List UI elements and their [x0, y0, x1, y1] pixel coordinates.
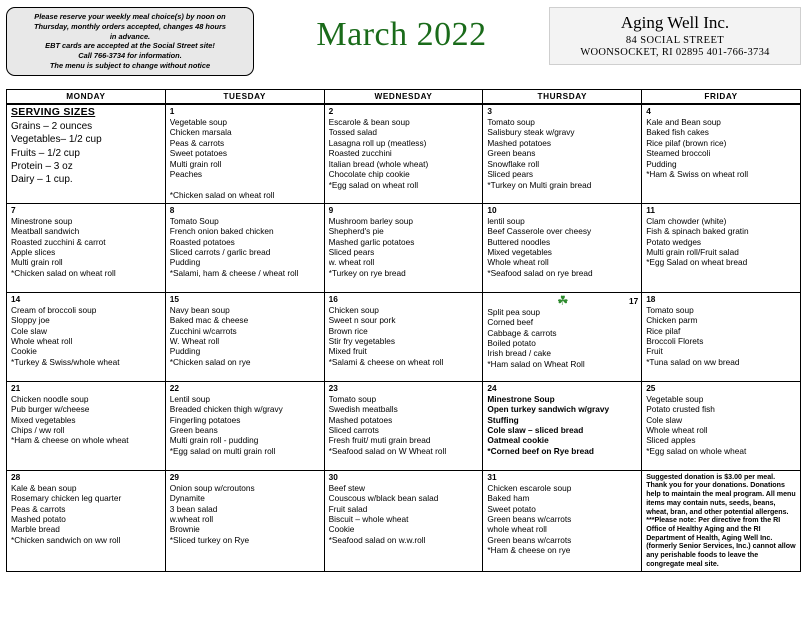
menu-item: Sliced carrots / garlic bread — [169, 246, 271, 257]
menu-item-sandwich: *Turkey on rye bread — [328, 267, 406, 278]
menu-item: Sloppy joe — [11, 315, 50, 326]
menu-item: Brown rice — [328, 325, 368, 336]
notice-line-4: EBT cards are accepted at the Social Street site! — [45, 41, 215, 51]
day-cell — [642, 203, 801, 292]
day-number: 25 — [646, 382, 656, 393]
menu-item: Roasted zucchini & carrot — [11, 236, 106, 247]
menu-item: Mushroom barley soup — [328, 215, 413, 226]
menu-items — [646, 216, 797, 268]
menu-item: Green beans w/carrots — [487, 513, 572, 524]
day-number: 11 — [646, 204, 655, 215]
menu-items — [487, 394, 638, 457]
notice-line-6: The menu is subject to change without notice — [49, 60, 211, 70]
menu-item: Breaded chicken thigh w/gravy — [169, 404, 283, 415]
menu-items — [646, 305, 797, 368]
menu-item: French onion baked chicken — [169, 226, 274, 237]
menu-item: Pudding — [169, 257, 201, 268]
serving-item: Vegetables– 1/2 cup — [11, 134, 102, 146]
menu-item: Potato wedges — [646, 236, 702, 247]
menu-item: Oatmeal cookie — [487, 435, 549, 446]
day-cell-st-patricks — [483, 292, 642, 381]
menu-item-sandwich: *Corned beef on Rye bread — [487, 445, 594, 456]
menu-item: Mixed vegetables — [487, 246, 552, 257]
org-name: Aging Well Inc. — [620, 13, 730, 32]
day-cell — [165, 292, 324, 381]
day-number: 30 — [328, 471, 338, 482]
menu-calendar — [6, 89, 801, 572]
menu-item-sandwich: *Ham & Swiss on wheat roll — [646, 169, 749, 180]
menu-item: 3 bean salad — [169, 503, 218, 514]
menu-item: Whole wheat roll — [646, 424, 708, 435]
menu-item: Escarole & bean soup — [328, 117, 410, 127]
day-cell — [324, 470, 483, 571]
day-number: 7 — [11, 204, 16, 215]
day-cell — [324, 381, 483, 470]
day-number: 22 — [169, 382, 180, 393]
calendar-week-4 — [7, 381, 801, 470]
reservation-notice — [6, 7, 254, 76]
weekday-monday: MONDAY — [7, 90, 166, 105]
menu-item: Cookie — [11, 346, 37, 357]
menu-item: Tossed salad — [328, 127, 378, 138]
menu-item: Baked mac & cheese — [169, 315, 249, 326]
menu-item: Minestrone soup — [11, 215, 73, 226]
menu-item: Whole wheat roll — [11, 335, 73, 346]
day-number: 2 — [328, 106, 334, 116]
menu-item: Dynamite — [169, 493, 205, 504]
menu-item: w.wheat roll — [169, 513, 214, 524]
menu-item-sandwich: *Salami & cheese on wheat roll — [328, 356, 444, 367]
menu-item: Steamed broccoli — [646, 148, 711, 159]
weekday-friday: FRIDAY — [642, 90, 801, 105]
menu-item: Snowflake roll — [487, 158, 540, 169]
menu-item: Pudding — [169, 346, 201, 357]
menu-item: Peaches — [169, 169, 203, 180]
day-number: 15 — [169, 293, 180, 304]
menu-item: Tomato soup — [487, 117, 535, 127]
menu-item: Navy bean soup — [169, 304, 230, 315]
shamrock-icon: ☘ — [556, 292, 569, 308]
menu-item: Mashed potato — [11, 513, 66, 524]
menu-items — [170, 483, 321, 546]
menu-item: Buttered noodles — [487, 236, 551, 247]
menu-item: Clam chowder (white) — [646, 215, 727, 226]
day-number: 10 — [487, 204, 497, 215]
menu-items — [11, 305, 162, 368]
weekday-header-row — [7, 90, 801, 105]
day-number: 16 — [328, 293, 338, 304]
menu-item: Multi grain roll — [11, 257, 63, 268]
menu-item: Biscuit – whole wheat — [328, 513, 409, 524]
menu-item-sandwich: *Chicken sandwich on ww roll — [11, 534, 121, 545]
serving-item: Grains – 2 ounces — [11, 121, 93, 133]
menu-item: Onion soup w/croutons — [169, 482, 255, 493]
menu-items — [11, 394, 162, 446]
menu-item: Multi grain roll - pudding — [169, 435, 259, 446]
menu-item: Rice pilaf (brown rice) — [646, 137, 727, 148]
day-cell — [483, 104, 642, 203]
donation-note — [646, 472, 797, 569]
menu-item-sandwich: *Egg salad on multi grain roll — [169, 445, 276, 456]
day-number: 24 — [487, 382, 497, 393]
menu-items — [11, 216, 162, 279]
menu-item — [170, 180, 321, 190]
menu-item: Tomato soup — [646, 304, 694, 315]
menu-item: Minestrone Soup — [487, 393, 555, 404]
menu-item: Sweet potatoes — [169, 148, 227, 159]
menu-items — [487, 216, 638, 279]
day-cell — [642, 292, 801, 381]
menu-item-sandwich: *Turkey & Swiss/whole wheat — [11, 356, 120, 367]
menu-item: Rice pilaf — [646, 325, 681, 336]
menu-item: Chicken escarole soup — [487, 482, 572, 493]
menu-item-sandwich: *Sliced turkey on Rye — [169, 534, 250, 545]
menu-items — [11, 483, 162, 546]
day-cell — [165, 203, 324, 292]
menu-item: Fresh fruit/ muti grain bread — [328, 435, 431, 446]
menu-item: Boiled potato — [487, 337, 536, 348]
menu-item: Peas & carrots — [169, 137, 225, 148]
menu-item-sandwich: *Ham salad on Wheat Roll — [487, 358, 585, 369]
notice-line-2: Thursday, monthly orders accepted, changes 48 hours — [34, 21, 226, 31]
menu-item: Mashed garlic potatoes — [328, 236, 415, 247]
menu-item-sandwich: *Egg Salad on wheat bread — [646, 257, 748, 268]
menu-item: Tomato Soup — [169, 215, 219, 226]
menu-items — [646, 117, 797, 180]
menu-item: Green beans — [169, 424, 218, 435]
menu-item-sandwich: *Seafood salad on w.w.roll — [328, 534, 426, 545]
menu-item: Swedish meatballs — [328, 404, 398, 415]
day-number: 31 — [487, 471, 497, 482]
menu-items — [170, 117, 321, 201]
serving-sizes-title: SERVING SIZES — [11, 106, 96, 118]
menu-item: Sliced pears — [487, 169, 534, 180]
calendar-week-2 — [7, 203, 801, 292]
menu-item: whole wheat roll — [487, 524, 547, 535]
menu-item: Cream of broccoli soup — [11, 304, 97, 315]
day-number: 1 — [169, 106, 175, 116]
menu-items — [170, 216, 321, 279]
menu-item: Pub burger w/cheese — [11, 404, 90, 415]
day-cell — [7, 203, 166, 292]
menu-item: Sweet n sour pork — [328, 315, 396, 326]
menu-item: Meatball sandwich — [11, 226, 80, 237]
menu-items — [329, 216, 480, 279]
title-area — [254, 4, 549, 54]
menu-item: Cole slaw — [11, 325, 47, 336]
weekday-wednesday: WEDNESDAY — [324, 90, 483, 105]
serving-item: Protein – 3 oz — [11, 160, 73, 172]
menu-item: Mixed vegetables — [11, 414, 76, 425]
day-cell — [642, 381, 801, 470]
menu-items — [329, 117, 480, 190]
day-number: 28 — [11, 471, 21, 482]
day-cell — [324, 104, 483, 203]
menu-item: Marble bread — [11, 524, 60, 535]
menu-items — [170, 305, 321, 368]
day-cell — [324, 292, 483, 381]
menu-item-sandwich: *Tuna salad on ww bread — [646, 356, 740, 367]
menu-item: Cole slaw – sliced bread — [487, 424, 584, 435]
notice-line-3: in advance. — [109, 31, 151, 41]
menu-item: Chips / ww roll — [11, 424, 65, 435]
day-cell — [165, 470, 324, 571]
menu-item: Mashed potatoes — [328, 414, 393, 425]
menu-item: Kale & bean soup — [11, 482, 77, 493]
menu-items — [487, 307, 638, 370]
menu-item: Kale and Bean soup — [646, 117, 721, 127]
menu-items — [487, 483, 638, 556]
donation-cell — [642, 470, 801, 571]
menu-item: Baked fish cakes — [646, 127, 709, 138]
donation-text: Suggested donation is $3.00 per meal. Thank you for your donations. Donations help to maintain the meal program. All menu items may contain nuts, seeds, beans, wheat, bran, and other potential allergens. ***Please note: Per directive from the RI Office of Healthy Aging and the RI Department of Health, Aging Well Inc. (formerly Senior Services, Inc.) cannot allow any perishable foods to leave the congregate meal site. — [646, 472, 796, 568]
day-cell — [165, 381, 324, 470]
day-number: 17 — [628, 295, 639, 306]
day-number: 4 — [646, 106, 651, 116]
calendar-week-5 — [7, 470, 801, 571]
menu-item: Chicken soup — [328, 304, 379, 315]
day-number: 14 — [11, 293, 21, 304]
day-number: 3 — [487, 106, 493, 116]
day-number: 18 — [646, 293, 656, 304]
day-cell — [324, 203, 483, 292]
menu-item: Tomato soup — [328, 393, 377, 404]
menu-item: Green beans — [487, 148, 536, 159]
menu-item: Corned beef — [487, 317, 534, 328]
serving-item: Dairy – 1 cup. — [11, 173, 73, 185]
menu-item: Sweet potato — [487, 503, 536, 514]
menu-item: Stir fry vegetables — [328, 335, 395, 346]
menu-item: Zucchini w/carrots — [169, 325, 237, 336]
menu-item: Stuffing — [487, 414, 519, 425]
day-cell — [7, 470, 166, 571]
menu-item: Fish & spinach baked gratin — [646, 226, 749, 237]
menu-item-sandwich: *Ham & cheese on whole wheat — [11, 435, 129, 446]
menu-item-sandwich: *Seafood salad on rye bread — [487, 267, 593, 278]
menu-item: Mashed potatoes — [487, 137, 552, 148]
menu-items — [329, 394, 480, 457]
menu-items — [170, 394, 321, 457]
menu-item: Multi grain roll/Fruit salad — [646, 246, 739, 257]
menu-item: Lasagna roll up (meatless) — [328, 137, 427, 148]
notice-line-5: Call 766-3734 for information. — [78, 51, 182, 61]
day-cell — [483, 203, 642, 292]
day-cell — [7, 381, 166, 470]
org-city-phone: WOONSOCKET, RI 02895 401-766-3734 — [580, 47, 770, 58]
menu-item: Roasted potatoes — [169, 236, 235, 247]
day-cell — [642, 104, 801, 203]
menu-item: Green beans w/carrots — [487, 534, 572, 545]
serving-sizes-list — [11, 120, 162, 186]
serving-sizes-cell — [7, 104, 166, 203]
org-address: 84 SOCIAL STREET — [625, 35, 725, 46]
menu-item: Broccoli Florets — [646, 335, 704, 346]
day-number: 9 — [328, 204, 334, 215]
menu-item-sandwich: *Chicken salad on wheat roll — [169, 190, 275, 201]
day-number: 8 — [169, 204, 175, 215]
menu-item: Chicken noodle soup — [11, 393, 89, 404]
menu-item-sandwich: *Turkey on Multi grain bread — [487, 179, 592, 190]
menu-item-sandwich: *Egg salad on wheat roll — [328, 179, 419, 190]
menu-item: Lentil soup — [169, 393, 210, 404]
menu-item-sandwich: *Chicken salad on rye — [169, 356, 251, 367]
menu-item: Roasted zucchini — [328, 148, 392, 159]
menu-item-sandwich: *Seafood salad on W Wheat roll — [328, 445, 447, 456]
menu-item: Fingerling potatoes — [169, 414, 241, 425]
menu-item: w. wheat roll — [328, 257, 375, 268]
day-cell — [7, 292, 166, 381]
menu-item: Baked ham — [487, 493, 530, 504]
menu-item: Italian bread (whole wheat) — [328, 158, 429, 169]
menu-item: Couscous w/black bean salad — [328, 493, 439, 504]
menu-item: Sliced pears — [328, 246, 375, 257]
menu-item: Beef stew — [328, 482, 366, 493]
weekday-tuesday: TUESDAY — [165, 90, 324, 105]
menu-item: Split pea soup — [487, 306, 540, 317]
menu-item: Shepherd's pie — [328, 226, 384, 237]
menu-item: Apple slices — [11, 246, 56, 257]
menu-item: Vegetable soup — [646, 393, 704, 404]
menu-item: Cole slaw — [646, 414, 683, 425]
menu-item: Fruit salad — [328, 503, 368, 514]
calendar-week-1 — [7, 104, 801, 203]
day-cell — [483, 381, 642, 470]
day-number: 23 — [328, 382, 338, 393]
menu-item: Cabbage & carrots — [487, 327, 557, 338]
day-cell — [483, 470, 642, 571]
menu-item: lentil soup — [487, 215, 525, 226]
menu-item: Beef Casserole over cheesy — [487, 226, 592, 237]
page-title: March 2022 — [316, 16, 487, 53]
organization-block — [549, 7, 801, 65]
menu-item-sandwich: *Ham & cheese on rye — [487, 545, 571, 556]
menu-item: Irish bread / cake — [487, 348, 552, 359]
day-number: 29 — [169, 471, 180, 482]
menu-item: Brownie — [169, 524, 200, 535]
menu-item: Salisbury steak w/gravy — [487, 127, 575, 138]
menu-item: Chocolate chip cookie — [328, 169, 410, 180]
menu-items — [329, 483, 480, 546]
menu-item: Chicken parm — [646, 315, 698, 326]
day-cell — [165, 104, 324, 203]
menu-items — [487, 117, 638, 190]
menu-item: Peas & carrots — [11, 503, 66, 514]
menu-item: Multi grain roll — [169, 158, 222, 169]
day-number: 21 — [11, 382, 21, 393]
menu-item: Cookie — [328, 524, 355, 535]
menu-item: Pudding — [646, 158, 677, 169]
menu-items — [329, 305, 480, 368]
calendar-week-3 — [7, 292, 801, 381]
page-header — [6, 4, 801, 86]
notice-line-1: Please reserve your weekly meal choice(s) by noon on — [34, 12, 226, 21]
menu-item: Sliced carrots — [328, 424, 379, 435]
weekday-thursday: THURSDAY — [483, 90, 642, 105]
menu-item: Vegetable soup — [169, 117, 228, 127]
menu-items — [646, 394, 797, 457]
menu-item-sandwich: *Chicken salad on wheat roll — [11, 267, 116, 278]
menu-item: Fruit — [646, 346, 663, 357]
menu-item: Sliced apples — [646, 435, 696, 446]
menu-item: W. Wheat roll — [169, 335, 220, 346]
serving-item: Fruits – 1/2 cup — [11, 147, 80, 159]
menu-item: Rosemary chicken leg quarter — [11, 493, 122, 504]
menu-item-sandwich: *Egg salad on whole wheat — [646, 445, 747, 456]
menu-item: Potato crusted fish — [646, 404, 715, 415]
menu-item: Chicken marsala — [169, 127, 232, 138]
menu-item: Open turkey sandwich w/gravy — [487, 404, 610, 415]
menu-item: Whole wheat roll — [487, 257, 549, 268]
menu-item: Mixed fruit — [328, 346, 367, 357]
menu-item-sandwich: *Salami, ham & cheese / wheat roll — [169, 267, 299, 278]
